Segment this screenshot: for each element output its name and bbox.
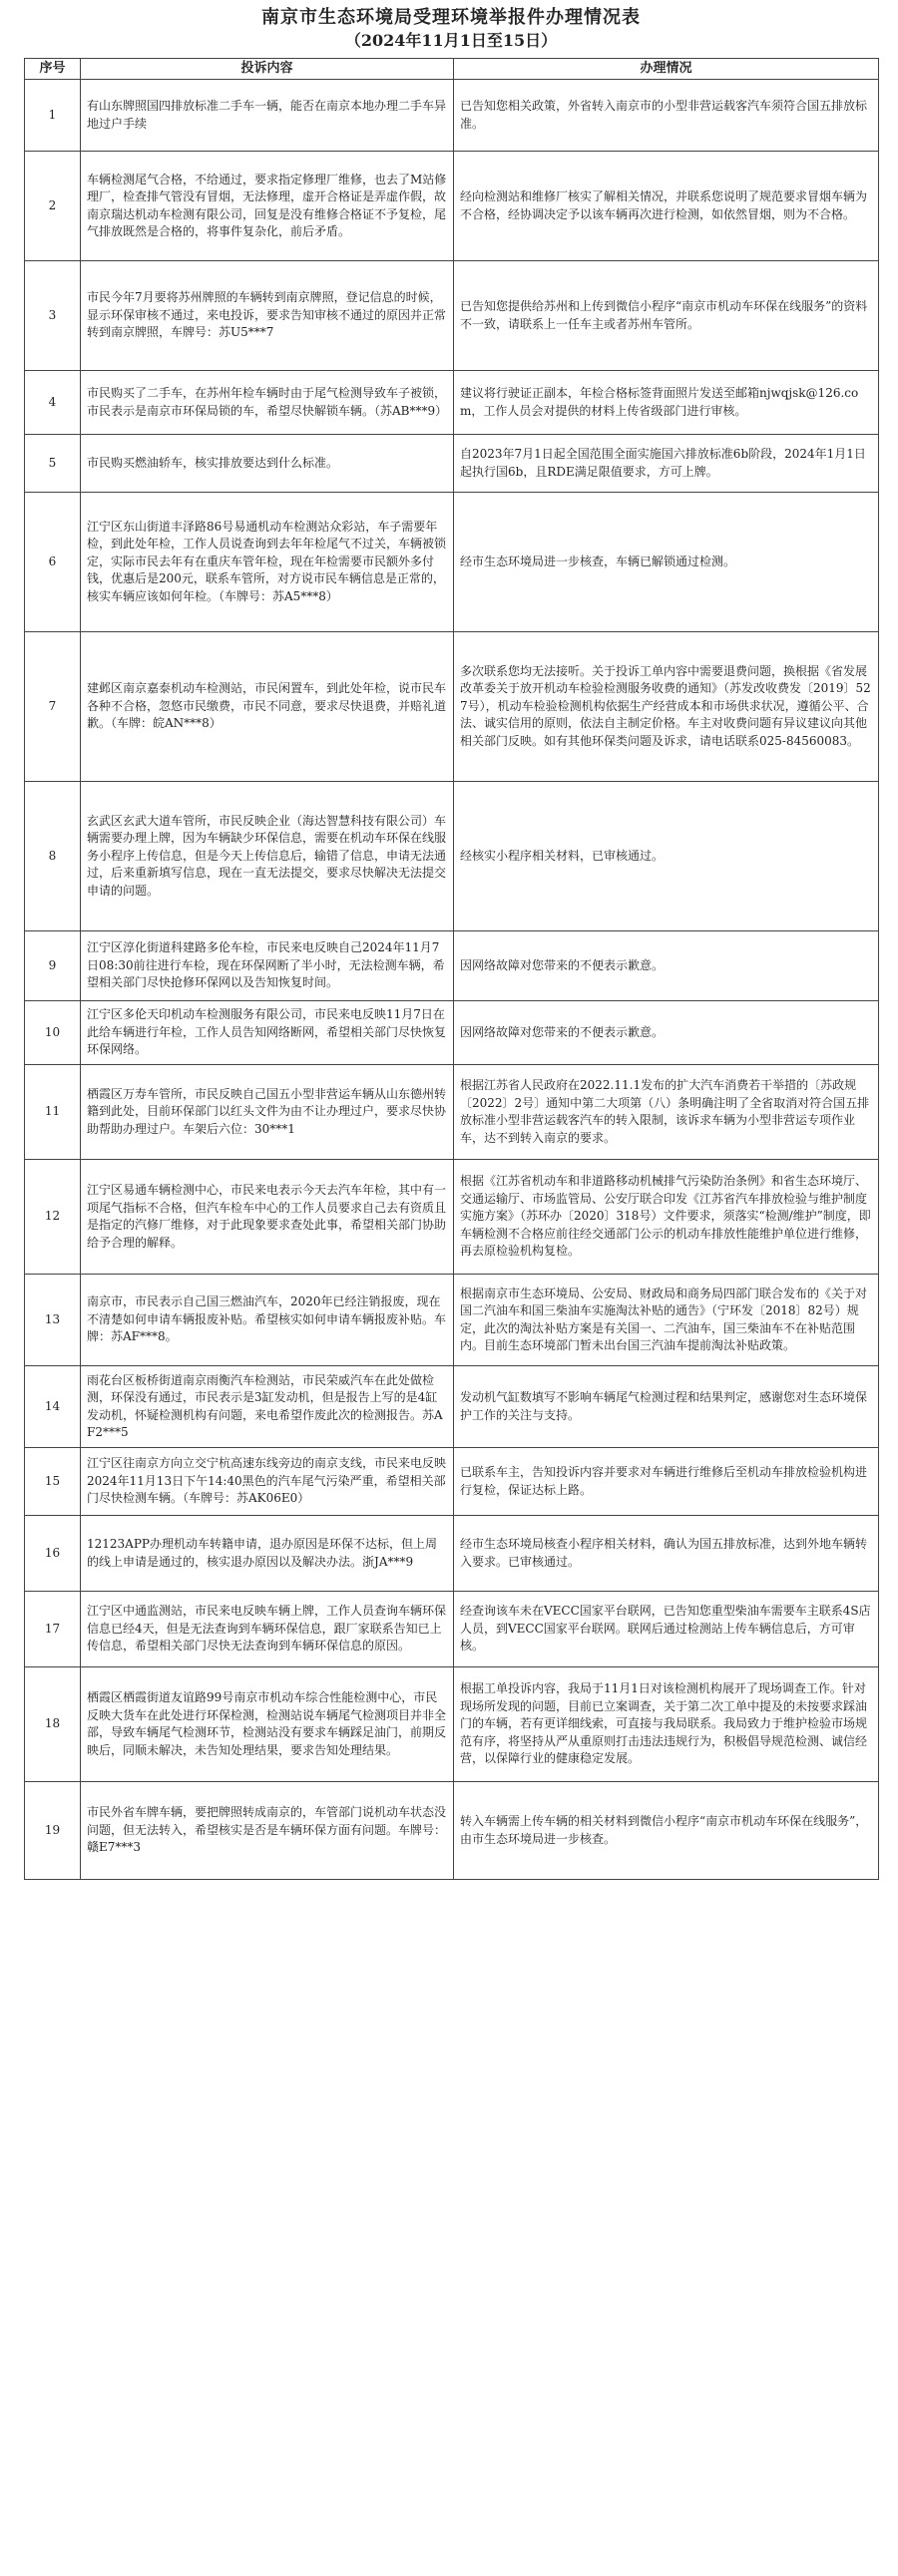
row-number: 9 — [25, 931, 81, 1001]
handling-cell: 根据《江苏省机动车和非道路移动机械排气污染防治条例》和省生态环境厅、交通运输厅、市场监管局、公安厅联合印发《江苏省汽车排放检验与维护制度实施方案》（苏环办〔2020〕318号）文件要求，须落实“检测/维护”制度，即车辆检测不合格应前往经交通部门公示的机动车排放性能维护单位进行维修，再去原检验机构复检。 — [454, 1160, 879, 1275]
header-handling: 办理情况 — [454, 59, 879, 80]
row-number: 18 — [25, 1667, 81, 1782]
handling-cell: 发动机气缸数填写不影响车辆尾气检测过程和结果判定，感谢您对生态环境保护工作的关注与支持。 — [454, 1366, 879, 1448]
table-row — [25, 1275, 879, 1366]
table-row — [25, 1782, 879, 1880]
header-row — [25, 59, 879, 80]
table-body — [25, 80, 879, 1880]
complaint-cell: 江宁区东山街道丰泽路86号易通机动车检测站众彩站，车子需要年检，到此处年检，工作人员说查询到去年年检尾气不过关，车辆被锁定，实际市民去年有在重庆车管年检，现在年检需要市民额外多付钱，优惠后是200元，联系车管所，对方说市民车辆信息是正常的，核实车辆应该如何年检。（车牌号：苏A5***8） — [81, 493, 454, 632]
complaint-cell: 建邺区南京嘉泰机动车检测站，市民闲置车，到此处年检，说市民车各种不合格，忽悠市民缴费，市民不同意，要求尽快退费，并赔礼道歉。（车牌：皖AN***8） — [81, 632, 454, 782]
table-row — [25, 1001, 879, 1065]
table-row — [25, 1366, 879, 1448]
complaint-table — [24, 58, 879, 1880]
table-row — [25, 931, 879, 1001]
table-row — [25, 493, 879, 632]
table-row — [25, 435, 879, 493]
row-number: 10 — [25, 1001, 81, 1065]
row-number: 6 — [25, 493, 81, 632]
header-complaint: 投诉内容 — [81, 59, 454, 80]
complaint-cell: 有山东牌照国四排放标准二手车一辆，能否在南京本地办理二手车异地过户手续 — [81, 80, 454, 152]
handling-cell: 因网络故障对您带来的不便表示歉意。 — [454, 931, 879, 1001]
handling-cell: 转入车辆需上传车辆的相关材料到微信小程序“南京市机动车环保在线服务”，由市生态环境局进一步核查。 — [454, 1782, 879, 1880]
row-number: 19 — [25, 1782, 81, 1880]
complaint-cell: 江宁区多伦天印机动车检测服务有限公司，市民来电反映11月7日在此给车辆进行年检，工作人员告知网络断网，希望相关部门尽快恢复环保网络。 — [81, 1001, 454, 1065]
handling-cell: 自2023年7月1日起全国范围全面实施国六排放标准6b阶段，2024年1月1日起执行国6b，且RDE满足限值要求，方可上牌。 — [454, 435, 879, 493]
row-number: 4 — [25, 371, 81, 435]
complaint-cell: 江宁区往南京方向立交宁杭高速东线旁边的南京支线，市民来电反映2024年11月13日下午14:40黑色的汽车尾气污染严重，希望相关部门尽快检测车辆。（车牌号：苏AK06E0） — [81, 1448, 454, 1516]
table-row — [25, 1592, 879, 1667]
handling-cell: 建议将行驶证正副本，年检合格标签背面照片发送至邮箱njwqjsk@126.com，工作人员会对提供的材料上传省级部门进行审核。 — [454, 371, 879, 435]
handling-cell: 因网络故障对您带来的不便表示歉意。 — [454, 1001, 879, 1065]
header-no: 序号 — [25, 59, 81, 80]
complaint-cell: 市民外省车牌车辆，要把牌照转成南京的，车管部门说机动车状态没问题，但无法转入，希望核实是否是车辆环保方面有问题。车牌号：赣E7***3 — [81, 1782, 454, 1880]
table-row — [25, 152, 879, 261]
document-subtitle: （2024年11月1日至15日） — [344, 31, 558, 50]
handling-cell: 多次联系您均无法接听。关于投诉工单内容中需要退费问题，换根据《省发展改革委关于放开机动车检验检测服务收费的通知》（苏发改收费发〔2019〕527号），机动车检验检测机构依据生产经营成本和市场供求状况，遵循公平、合法、诚实信用的原则，依法自主制定价格。车主对收费问题有异议建议向其他相关部门反映。如有其他环保类问题及诉求，请电话联系025-84560083。 — [454, 632, 879, 782]
handling-cell: 已联系车主，告知投诉内容并要求对车辆进行维修后至机动车排放检验机构进行复检，保证达标上路。 — [454, 1448, 879, 1516]
table-row — [25, 782, 879, 931]
complaint-cell: 车辆检测尾气合格，不给通过，要求指定修理厂维修，也去了M站修理厂，检查排气管没有冒烟，无法修理，虚开合格证是弄虚作假，故南京瑞达机动车检测有限公司，回复是没有维修合格证不予复检，尾气排放既然是合格的，将事件复杂化，前后矛盾。 — [81, 152, 454, 261]
row-number: 1 — [25, 80, 81, 152]
row-number: 7 — [25, 632, 81, 782]
complaint-cell: 市民购买燃油轿车，核实排放要达到什么标准。 — [81, 435, 454, 493]
table-row — [25, 80, 879, 152]
row-number: 11 — [25, 1065, 81, 1160]
complaint-cell: 江宁区易通车辆检测中心，市民来电表示今天去汽车年检，其中有一项尾气指标不合格，但汽车检车中心的工作人员要求自己去有资质且是指定的汽修厂维修，对于此现象要求查处此事，希望相关部门协助给予合理的解释。 — [81, 1160, 454, 1275]
handling-cell: 已告知您提供给苏州和上传到微信小程序“南京市机动车环保在线服务”的资料不一致，请联系上一任车主或者苏州车管所。 — [454, 261, 879, 371]
row-number: 16 — [25, 1516, 81, 1592]
table-row — [25, 1516, 879, 1592]
table-row — [25, 1065, 879, 1160]
handling-cell: 经查询该车未在VECC国家平台联网，已告知您重型柴油车需要车主联系4S店人员，到VECC国家平台联网。联网后通过检测站上传车辆信息后，方可审核。 — [454, 1592, 879, 1667]
complaint-cell: 栖霞区栖霞街道友谊路99号南京市机动车综合性能检测中心，市民反映大货车在此处进行环保检测，检测站说车辆尾气检测项目并非全部，导致车辆尾气检测环节，检测站没有要求车辆踩足油门，前期反映后，同顺未解决，未告知处理结果，要求告知处理结果。 — [81, 1667, 454, 1782]
row-number: 15 — [25, 1448, 81, 1516]
document-title: 南京市生态环境局受理环境举报件办理情况表 — [261, 7, 641, 28]
handling-cell: 根据南京市生态环境局、公安局、财政局和商务局四部门联合发布的《关于对国二汽油车和国三柴油车实施淘汰补贴的通告》（宁环发〔2018〕82号）规定，此次的淘汰补贴方案是有关国一、二汽油车，国三柴油车不在补贴范围内。目前生态环境部门暂未出台国三汽油车提前淘汰补贴政策。 — [454, 1275, 879, 1366]
complaint-cell: 市民购买了二手车，在苏州年检车辆时由于尾气检测导致车子被锁，市民表示是南京市环保局锁的车，希望尽快解锁车辆。（苏AB***9） — [81, 371, 454, 435]
handling-cell: 已告知您相关政策，外省转入南京市的小型非营运载客汽车须符合国五排放标准。 — [454, 80, 879, 152]
row-number: 8 — [25, 782, 81, 931]
complaint-cell: 江宁区中通监测站，市民来电反映车辆上牌，工作人员查询车辆环保信息已经4天，但是无法查询到车辆环保信息，跟厂家联系告知已上传信息，希望相关部门尽快无法查询到车辆环保信息的原因。 — [81, 1592, 454, 1667]
table-row — [25, 371, 879, 435]
complaint-cell: 市民今年7月要将苏州牌照的车辆转到南京牌照，登记信息的时候，显示环保审核不通过，来电投诉，要求告知审核不通过的原因并正常转到南京牌照，车牌号：苏U5***7 — [81, 261, 454, 371]
table-row — [25, 1667, 879, 1782]
table-header — [25, 59, 879, 80]
complaint-cell: 江宁区淳化街道科建路多伦车检，市民来电反映自己2024年11月7日08:30前往进行车检，现在环保网断了半小时，无法检测车辆，希望相关部门尽快抢修环保网以及告知恢复时间。 — [81, 931, 454, 1001]
handling-cell: 经市生态环境局进一步核查，车辆已解锁通过检测。 — [454, 493, 879, 632]
table-row — [25, 1160, 879, 1275]
row-number: 14 — [25, 1366, 81, 1448]
row-number: 13 — [25, 1275, 81, 1366]
handling-cell: 经市生态环境局核查小程序相关材料，确认为国五排放标准，达到外地车辆转入要求。已审核通过。 — [454, 1516, 879, 1592]
row-number: 3 — [25, 261, 81, 371]
handling-cell: 根据工单投诉内容，我局于11月1日对该检测机构展开了现场调查工作。针对现场所发现的问题，目前已立案调查，关于第二次工单中提及的未按要求踩油门的车辆，若有更详细线索，可直接与我局联系。我局致力于维护检验市场规范有序，将坚持从严从重原则打击违法违规行为，积极倡导规范检测、诚信经营，以保障行业的健康稳定发展。 — [454, 1667, 879, 1782]
row-number: 5 — [25, 435, 81, 493]
handling-cell: 经核实小程序相关材料，已审核通过。 — [454, 782, 879, 931]
complaint-cell: 玄武区玄武大道车管所，市民反映企业（海达智慧科技有限公司）车辆需要办理上牌，因为车辆缺少环保信息，需要在机动车环保在线服务小程序上传信息，但是今天上传信息后，输错了信息，申请无法通过，后来重新填写信息，现在一直无法提交，要求尽快解决无法提交申请的问题。 — [81, 782, 454, 931]
complaint-cell: 雨花台区板桥街道南京雨衡汽车检测站，市民荣威汽车在此处做检测，环保没有通过，市民表示是3缸发动机，但是报告上写的是4缸发动机，怀疑检测机构有问题，来电希望作废此次的检测报告。苏AF2***5 — [81, 1366, 454, 1448]
table-row — [25, 261, 879, 371]
table-row — [25, 1448, 879, 1516]
handling-cell: 根据江苏省人民政府在2022.11.1发布的扩大汽车消费若干举措的〔苏政规〔2022〕2号〕通知中第二大项第（八）条明确注明了全省取消对符合国五排放标准小型非营运载客汽车的转入限制，该诉求车辆为小型非营运专项作业车，达不到转入南京的要求。 — [454, 1065, 879, 1160]
row-number: 12 — [25, 1160, 81, 1275]
row-number: 17 — [25, 1592, 81, 1667]
complaint-cell: 栖霞区万寿车管所，市民反映自己国五小型非营运车辆从山东德州转籍到此处，目前环保部门以红头文件为由不让办理过户，要求尽快协助帮助办理过户。车架后六位：30***1 — [81, 1065, 454, 1160]
complaint-cell: 南京市，市民表示自己国三燃油汽车，2020年已经注销报废，现在不清楚如何申请车辆报废补贴。希望核实如何申请车辆报废补贴。车牌：苏AF***8。 — [81, 1275, 454, 1366]
complaint-cell: 12123APP办理机动车转籍申请，退办原因是环保不达标，但上周的线上申请是通过的，核实退办原因以及解决办法。浙JA***9 — [81, 1516, 454, 1592]
table-row — [25, 632, 879, 782]
handling-cell: 经向检测站和维修厂核实了解相关情况，并联系您说明了规范要求冒烟车辆为不合格，经协调决定予以该车辆再次进行检测，如依然冒烟，则为不合格。 — [454, 152, 879, 261]
row-number: 2 — [25, 152, 81, 261]
